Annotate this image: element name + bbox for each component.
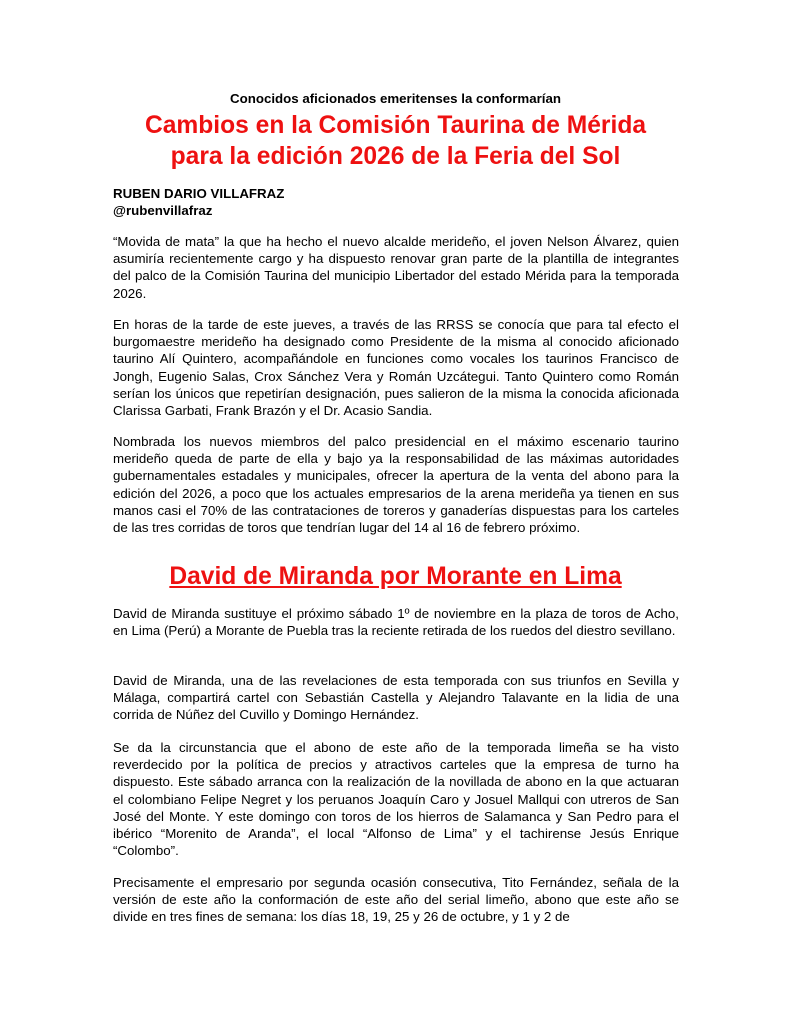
article1-paragraph-2	[113, 316, 679, 419]
page-title	[0, 110, 791, 172]
paragraph: Precisamente el empresario por segunda ocasión consecutiva, Tito Fernández, señala de la versión de este año la conformación de este año del serial limeño, abono que este año se divide en tres fines de semana: los días 18, 19, 25 y 26 de octubre, y 1 y 2 de	[113, 875, 679, 925]
section-heading: David de Miranda por Morante en Lima	[169, 563, 622, 590]
article2-paragraph-2	[113, 672, 679, 724]
paragraph: “Movida de mata” la que ha hecho el nuevo alcalde merideño, el joven Nelson Álvarez, quien asumiría recientemente cargo y ha dispuesto renovar gran parte de la plantilla de integrantes del palco de la Comisión Taurina del municipio Libertador del estado Mérida para la temporada 2026.	[113, 234, 679, 301]
paragraph: Nombrada los nuevos miembros del palco presidencial en el máximo escenario taurino merideño queda de parte de ella y bajo ya la responsabilidad de las máximas autoridades gubernamentales estadales y municipales, ofrecer la apertura de la venta del abono para la edición del 2026, a poco que los actuales empresarios de la arena merideña ya tienen en sus manos casi el 70% de las contrataciones de toreros y ganaderías dispuestas para los carteles de las tres corridas de toros que tendrían lugar del 14 al 16 de febrero próximo.	[113, 434, 679, 536]
article2-paragraph-3	[113, 739, 679, 859]
author-block	[113, 185, 284, 219]
article2-paragraph-4	[113, 874, 679, 926]
paragraph: David de Miranda sustituye el próximo sábado 1º de noviembre en la plaza de toros de Acho, en Lima (Perú) a Morante de Puebla tras la reciente retirada de los ruedos del diestro sevillano.	[113, 606, 679, 639]
article2-paragraph-1	[113, 605, 679, 639]
paragraph: Se da la circunstancia que el abono de este año de la temporada limeña se ha visto reverdecido por la política de precios y atractivos carteles que la empresa de turno ha dispuesto. Este sábado arranca con la realización de la novillada de abono en la que actuaran el colombiano Felipe Negret y los peruanos Joaquín Caro y Josuel Mallqui con utreros de San José del Monte. Y este domingo con toros de los hierros de Salamanca y San Pedro para el ibérico “Morenito de Aranda”, el local “Alfonso de Lima” y el tachirense Jesús Enrique “Colombo”.	[113, 740, 679, 859]
author-handle: @rubenvillafraz	[113, 203, 213, 218]
kicker: Conocidos aficionados emeritenses la conformarían	[229, 91, 562, 106]
paragraph: En horas de la tarde de este jueves, a través de las RRSS se conocía que para tal efecto el burgomaestre merideño ha designado como Presidente de la misma al conocido aficionado taurino Alí Quintero, acompañándole en funciones como vocales los taurinos Francisco de Jongh, Eugenio Salas, Crox Sánchez Vera y Román Uzcátegui. Tanto Quintero como Román serían los únicos que repetirían designación, pues salieron de la misma la conocida aficionada Clarissa Garbati, Frank Brazón y el Dr. Acasio Sandia.	[113, 317, 679, 419]
title-line-1: Cambios en la Comisión Taurina de Mérida	[144, 112, 647, 139]
title-line-2: para la edición 2026 de la Feria del Sol	[170, 143, 621, 170]
paragraph: David de Miranda, una de las revelaciones de esta temporada con sus triunfos en Sevilla y Málaga, compartirá cartel con Sebastián Castella y Alejandro Talavante en la lidia de una corrida de Núñez del Cuvillo y Domingo Hernández.	[113, 673, 679, 723]
article1-paragraph-1	[113, 233, 679, 302]
article1-paragraph-3	[113, 433, 679, 536]
author-name: RUBEN DARIO VILLAFRAZ	[113, 186, 285, 201]
